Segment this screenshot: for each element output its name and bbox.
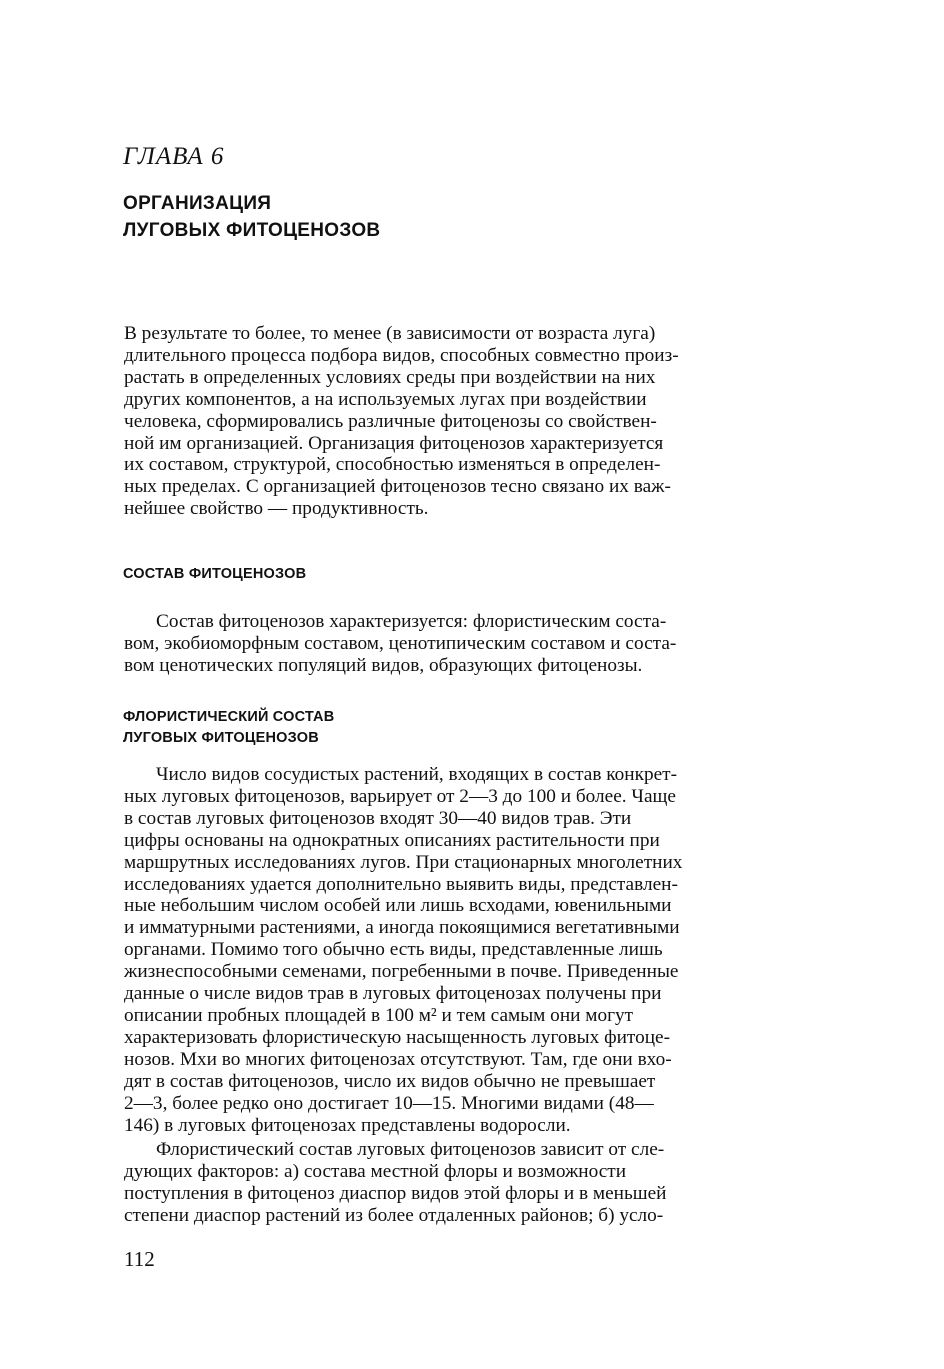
body-paragraph xyxy=(124,1139,818,1227)
text-line: Число видов сосудистых растений, входящих в состав конкрет- xyxy=(156,764,678,785)
text-line: исследованиях удается дополнительно выявить виды, представлен- xyxy=(124,873,678,895)
text-line: ной им организацией. Организация фитоценозов характеризуется xyxy=(124,432,664,454)
section-paragraph xyxy=(124,611,818,677)
text-line: цифры основаны на однократных описаниях растительности при xyxy=(124,829,660,851)
section-heading: СОСТАВ ФИТОЦЕНОЗОВ xyxy=(123,566,307,582)
text-line: дят в состав фитоценозов, число их видов обычно не превышает xyxy=(124,1070,656,1092)
body-paragraph xyxy=(124,764,818,1136)
intro-paragraph xyxy=(124,323,818,520)
text-line: других компонентов, а на используемых лугах при воздействии xyxy=(124,388,647,410)
text-line: 2—3, более редко оно достигает 10—15. Многими видами (48— xyxy=(124,1092,654,1114)
text-line: их составом, структурой, способностью изменяться в определен- xyxy=(124,454,661,476)
subsection-heading xyxy=(123,707,334,749)
chapter-label: ГЛАВА 6 xyxy=(123,143,225,170)
text-line: характеризовать флористическую насыщенность луговых фитоце- xyxy=(124,1026,671,1048)
text-line: длительного процесса подбора видов, способных совместно произ- xyxy=(124,344,679,366)
text-line: описании пробных площадей в 100 м² и тем самым они могут xyxy=(124,1004,634,1026)
text-line: нейшее свойство — продуктивность. xyxy=(124,498,429,520)
text-line: и имматурными растениями, а иногда покоящимися вегетативными xyxy=(124,917,680,939)
text-line: нозов. Мхи во многих фитоценозах отсутствуют. Там, где они вхо- xyxy=(124,1048,672,1070)
text-line: вом, экобиоморфным составом, ценотипическим составом и соста- xyxy=(124,632,677,654)
text-line: в состав луговых фитоценозов входят 30—40 видов трав. Эти xyxy=(124,807,632,829)
chapter-title xyxy=(123,190,380,244)
text-line: Состав фитоценозов характеризуется: флористическим соста- xyxy=(156,611,667,632)
chapter-title-line: ЛУГОВЫХ ФИТОЦЕНОЗОВ xyxy=(123,220,381,241)
text-line: растать в определенных условиях среды при воздействии на них xyxy=(124,366,656,388)
text-line: дующих факторов: а) состава местной флоры и возможности xyxy=(124,1160,627,1182)
text-line: данные о числе видов трав в луговых фитоценозах получены при xyxy=(124,983,662,1005)
page-number: 112 xyxy=(124,1247,155,1271)
text-line: поступления в фитоценоз диаспор видов этой флоры и в меньшей xyxy=(124,1182,667,1204)
text-line: ные небольшим числом особей или лишь всходами, ювенильными xyxy=(124,895,672,917)
text-line: ных пределах. С организацией фитоценозов тесно связано их важ- xyxy=(124,476,671,498)
text-line: органами. Помимо того обычно есть виды, представленные лишь xyxy=(124,939,663,961)
text-line: 146) в луговых фитоценозах представлены водоросли. xyxy=(124,1114,571,1136)
text-line: маршрутных исследованиях лугов. При стационарных многолетних xyxy=(124,851,683,873)
text-line: вом ценотических популяций видов, образующих фитоценозы. xyxy=(124,654,643,676)
subsection-heading-line: ФЛОРИСТИЧЕСКИЙ СОСТАВ xyxy=(123,709,335,725)
text-line: Флористический состав луговых фитоценозов зависит от сле- xyxy=(156,1139,665,1160)
subsection-heading-line: ЛУГОВЫХ ФИТОЦЕНОЗОВ xyxy=(123,730,319,746)
chapter-title-line: ОРГАНИЗАЦИЯ xyxy=(123,193,272,214)
text-line: жизнеспособными семенами, погребенными в почве. Приведенные xyxy=(124,961,679,983)
text-line: ных луговых фитоценозов, варьирует от 2—3 до 100 и более. Чаще xyxy=(124,785,676,807)
text-line: степени диаспор растений из более отдаленных районов; б) усло- xyxy=(124,1204,664,1226)
text-line: человека, сформировались различные фитоценозы со свойствен- xyxy=(124,410,657,432)
text-line: В результате то более, то менее (в зависимости от возраста луга) xyxy=(124,323,656,344)
